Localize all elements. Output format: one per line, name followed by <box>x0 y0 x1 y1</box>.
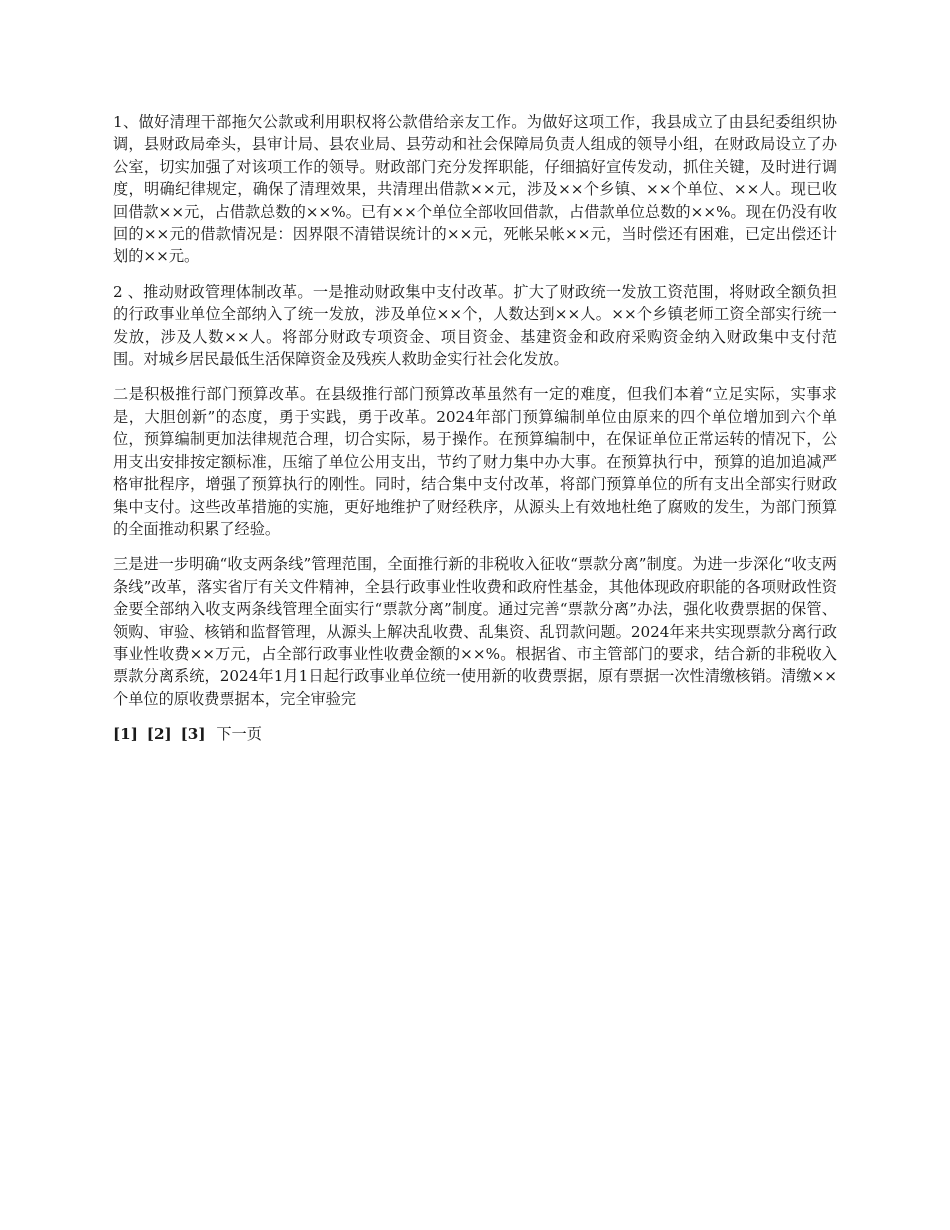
document-body <box>113 111 837 746</box>
page-link-1[interactable]: [1] <box>113 725 138 744</box>
page-link-2[interactable]: [2] <box>146 725 172 744</box>
next-page-link[interactable]: 下一页 <box>216 725 262 744</box>
page-link-3[interactable]: [3] <box>180 725 206 744</box>
pagination <box>113 723 837 745</box>
paragraph-1: 1、做好清理干部拖欠公款或利用职权将公款借给亲友工作。为做好这项工作，我县成立了由县纪委组织协调，县财政局牵头，县审计局、县农业局、县劳动和社会保障局负责人组成的领导小组，在财政局设立了办公室，切实加强了对该项工作的领导。财政部门充分发挥职能，仔细搞好宣传发动，抓住关键，及时进行调度，明确纪律规定，确保了清理效果，共清理出借款××元，涉及××个乡镇、××个单位、××人。现已收回借款××元，占借款总数的××%。已有××个单位全部收回借款，占借款单位总数的××%。现在仍没有收回的××元的借款情况是：因界限不清错误统计的××元，死帐呆帐××元，当时偿还有困难，已定出偿还计划的××元。 <box>113 113 837 266</box>
paragraph-4: 三是进一步明确“收支两条线”管理范围，全面推行新的非税收入征收“票款分离”制度。为进一步深化“收支两条线”改革，落实省厅有关文件精神，全县行政事业性收费和政府性基金，其他体现政府职能的各项财政性资金要全部纳入收支两条线管理全面实行“票款分离”制度。通过完善“票款分离”办法，强化收费票据的保管、领购、审验、核销和监督管理，从源头上解决乱收费、乱集资、乱罚款问题。2024年来共实现票款分离行政事业性收费××万元，占全部行政事业性收费金额的××%。根据省、市主管部门的要求，结合新的非税收入票款分离系统，2024年1月1日起行政事业单位统一使用新的收费票据，原有票据一次性清缴核销。清缴××个单位的原收费票据本，完全审验完 <box>113 555 837 708</box>
paragraph-3: 二是积极推行部门预算改革。在县级推行部门预算改革虽然有一定的难度，但我们本着“立足实际，实事求是，大胆创新”的态度，勇于实践，勇于改革。2024年部门预算编制单位由原来的四个单位增加到六个单位，预算编制更加法律规范合理，切合实际，易于操作。在预算编制中，在保证单位正常运转的情况下，公用支出安排按定额标准，压缩了单位公用支出，节约了财力集中办大事。在预算执行中，预算的追加追减严格审批程序，增强了预算执行的刚性。同时，结合集中支付改革，将部门预算单位的所有支出全部实行财政集中支付。这些改革措施的实施，更好地维护了财经秩序，从源头上有效地杜绝了腐败的发生，为部门预算的全面推动积累了经验。 <box>113 385 837 538</box>
paragraph-2: 2 、推动财政管理体制改革。一是推动财政集中支付改革。扩大了财政统一发放工资范围，将财政全额负担的行政事业单位全部纳入了统一发放，涉及单位××个，人数达到××人。××个乡镇老师工资全部实行统一发放，涉及人数××人。将部分财政专项资金、项目资金、基建资金和政府采购资金纳入财政集中支付范围。对城乡居民最低生活保障资金及残疾人救助金实行社会化发放。 <box>113 282 837 369</box>
